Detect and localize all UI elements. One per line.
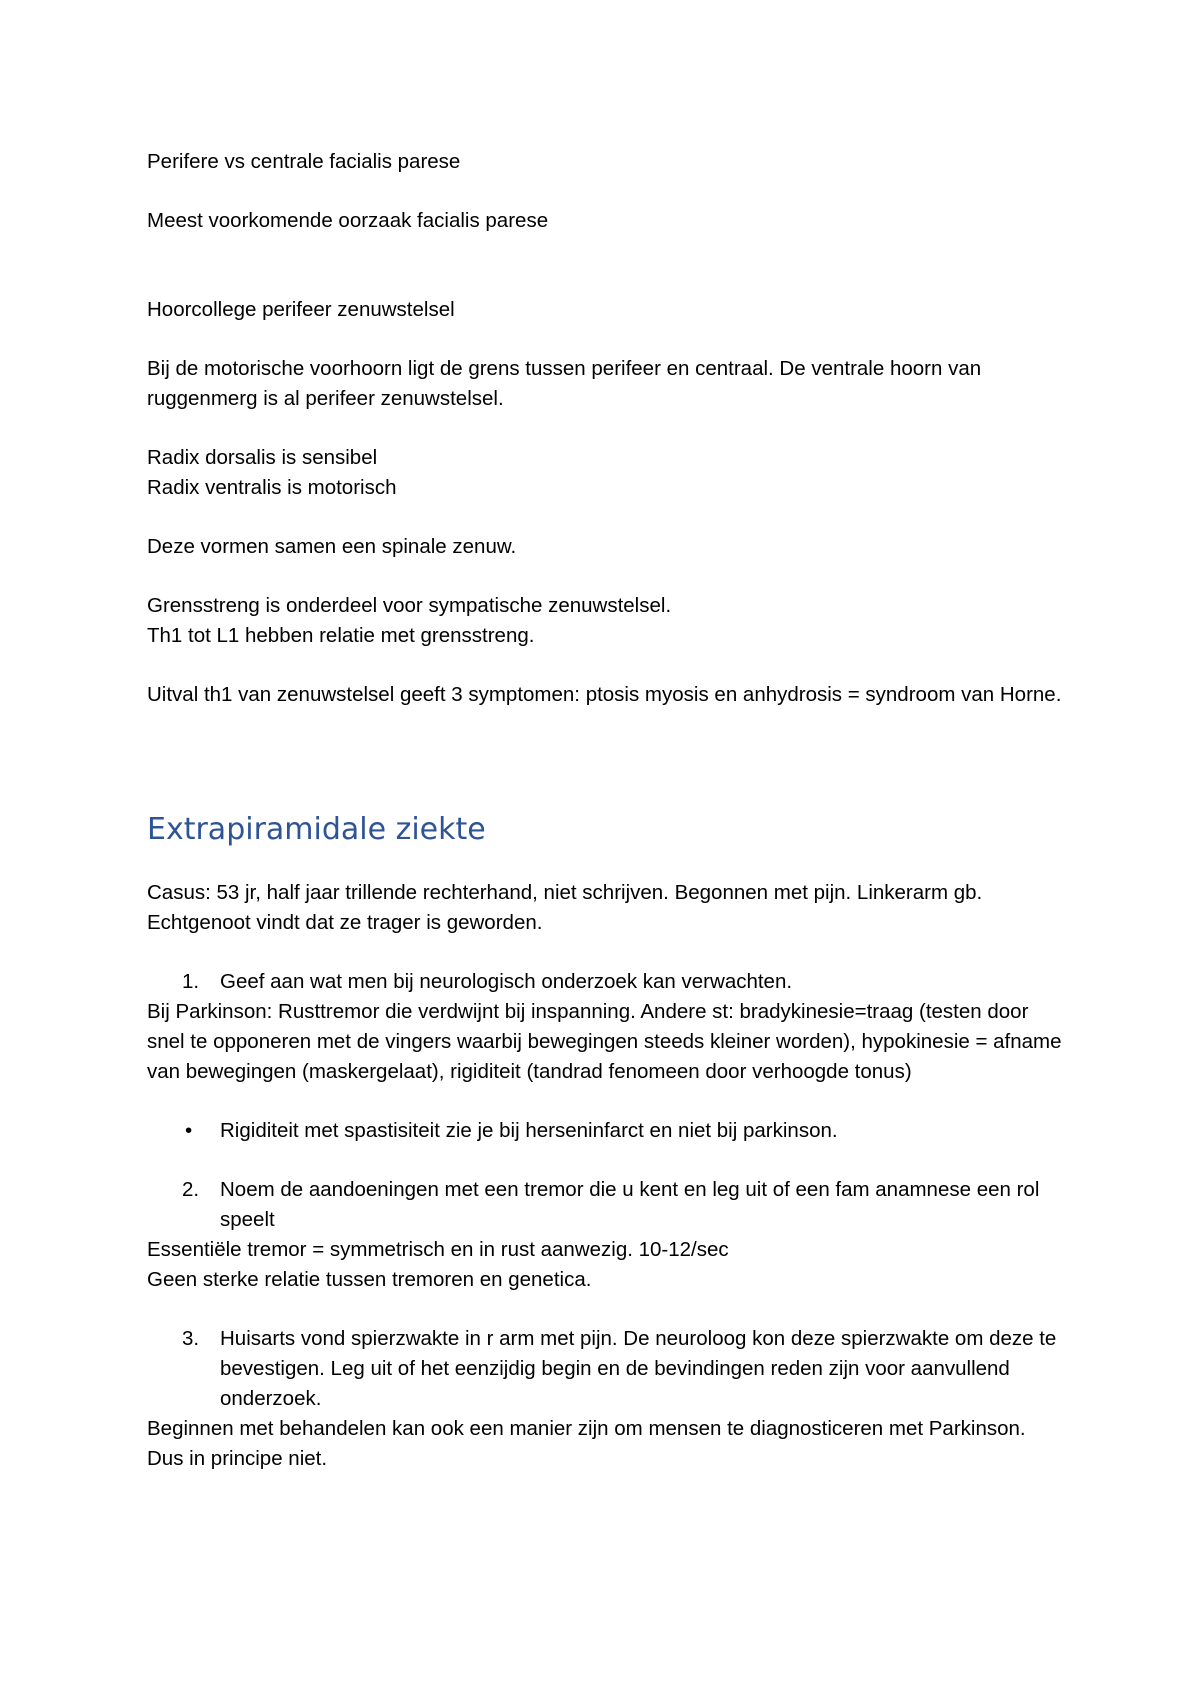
paragraph-answer-1: Bij Parkinson: Rusttremor die verdwijnt bij inspanning. Andere st: bradykinesie=traag (testen door snel te opponeren met de vingers waarbij bewegingen steeds kleiner worden), hypokinesie = afname van bewegingen (maskergelaat), rigiditeit (tandrad fenomeen door verhoogde tonus) [147,1000,1062,1083]
paragraph-radix-ventralis: Radix ventralis is motorisch [147,476,397,499]
list-number: 3. [182,1327,200,1350]
empty-line [147,1146,1067,1175]
paragraph-horner: Uitval th1 van zenuwstelsel geeft 3 symptomen: ptosis myosis en anhydrosis = syndroom van Horne. [147,683,1062,706]
question-text: Noem de aandoeningen met een tremor die u kent en leg uit of een fam anamnese een rol speelt [220,1178,1040,1231]
paragraph-answer-2a: Essentiële tremor = symmetrisch en in rust aanwezig. 10-12/sec [147,1238,729,1261]
list-item-question-3 [147,1324,1067,1414]
question-text: Geef aan wat men bij neurologisch onderzoek kan verwachten. [220,970,793,993]
paragraph-answer-3: Beginnen met behandelen kan ook een manier zijn om mensen te diagnosticeren met Parkinson. Dus in principe niet. [147,1417,1026,1470]
paragraph-spinal-nerve: Deze vormen samen een spinale zenuw. [147,535,517,558]
paragraph-facialis-title: Perifere vs centrale facialis parese [147,150,461,173]
bullet-icon: • [185,1119,193,1142]
question-text: Huisarts vond spierzwakte in r arm met pijn. De neuroloog kon deze spierzwakte om deze te bevestigen. Leg uit of het eenzijdig begin en de bevindingen reden zijn voor aanvullend onderzoek. [220,1327,1057,1410]
empty-line [147,265,1067,295]
paragraph-th1-l1: Th1 tot L1 hebben relatie met grensstreng. [147,624,535,647]
list-number: 2. [182,1178,200,1201]
list-item-bullet [147,1116,1067,1146]
paragraph-answer-2b: Geen sterke relatie tussen tremoren en genetica. [147,1268,592,1291]
section-heading: Extrapiramidale ziekte [147,812,486,847]
paragraph-facialis-cause: Meest voorkomende oorzaak facialis parese [147,209,549,232]
list-item-question-1 [147,967,1067,997]
document-body [147,147,1067,1474]
paragraph-lecture-title: Hoorcollege perifeer zenuwstelsel [147,298,455,321]
paragraph-grensstreng: Grensstreng is onderdeel voor sympatische zenuwstelsel. [147,594,672,617]
list-number: 1. [182,970,200,993]
list-item-question-2 [147,1175,1067,1235]
paragraph-casus: Casus: 53 jr, half jaar trillende rechterhand, niet schrijven. Begonnen met pijn. Linkerarm gb. Echtgenoot vindt dat ze trager is geworden. [147,881,983,934]
bullet-text: Rigiditeit met spastisiteit zie je bij herseninfarct en niet bij parkinson. [220,1119,838,1142]
paragraph-motor-horn: Bij de motorische voorhoorn ligt de grens tussen perifeer en centraal. De ventrale hoorn van ruggenmerg is al perifeer zenuwstelsel. [147,357,982,410]
paragraph-radix-dorsalis: Radix dorsalis is sensibel [147,446,378,469]
